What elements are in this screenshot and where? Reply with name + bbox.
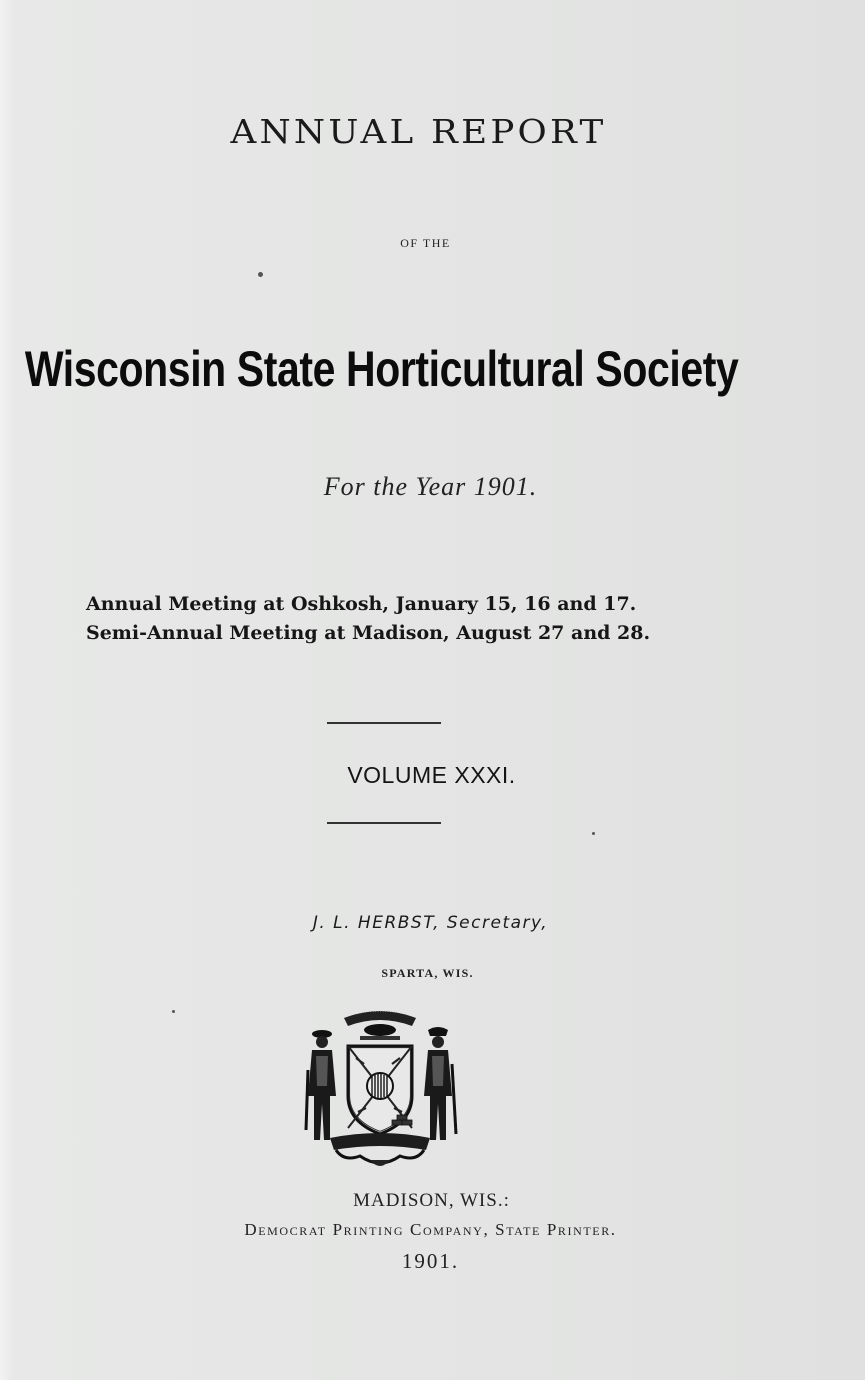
- annual-meeting-line: Annual Meeting at Oshkosh, January 15, 16 and 17.: [86, 593, 637, 615]
- report-year: For the Year 1901.: [323, 472, 538, 501]
- secretary-credit: J. L. HERBST, Secretary,: [312, 913, 549, 933]
- wisconsin-state-coat-of-arms-icon: [300, 1000, 460, 1172]
- secretary-location: SPARTA, WIS.: [381, 966, 474, 980]
- imprint-printer: Democrat Printing Company, State Printer.: [244, 1220, 617, 1239]
- imprint-city: MADISON, WIS.:: [353, 1190, 510, 1211]
- ink-speck: [258, 272, 263, 277]
- report-heading-connector: OF THE: [400, 236, 451, 250]
- imprint-year: 1901.: [401, 1249, 460, 1273]
- ink-speck: [172, 1010, 175, 1013]
- lower-divider: [327, 822, 441, 824]
- society-name: Wisconsin State Horticultural Society: [24, 341, 739, 397]
- ink-speck: [592, 832, 595, 835]
- semi-annual-meeting-line: Semi-Annual Meeting at Madison, August 27 and 28.: [86, 622, 651, 644]
- report-heading: ANNUAL REPORT: [230, 112, 607, 151]
- volume-number: VOLUME XXXI.: [347, 762, 516, 788]
- upper-divider: [327, 722, 441, 724]
